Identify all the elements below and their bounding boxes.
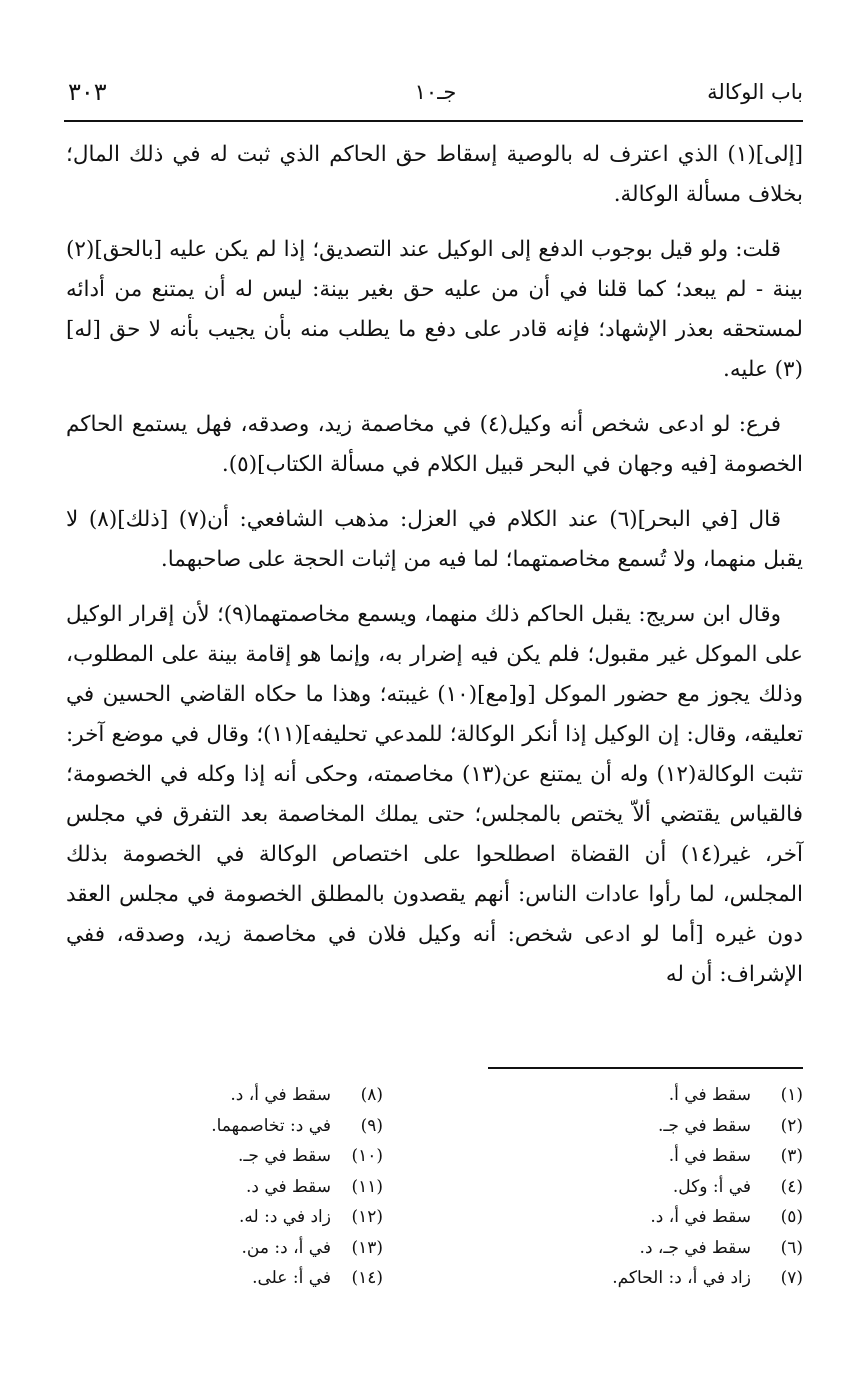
footnote-text: سقط في جـ. xyxy=(658,1115,751,1136)
footnote-number: (١١) xyxy=(351,1176,383,1197)
footnote-number: (١٢) xyxy=(351,1207,383,1227)
footnote-text: سقط في أ، د. xyxy=(650,1207,751,1227)
footnote-text: سقط في جـ. xyxy=(238,1146,331,1166)
footnote xyxy=(83,1111,383,1142)
footnote-text: سقط في جـ، د. xyxy=(639,1237,751,1258)
footnote-number: (١) xyxy=(780,1085,803,1105)
footnote-number: (١٤) xyxy=(351,1268,383,1288)
footnote-number: (٣) xyxy=(780,1146,803,1166)
paragraph: [إلى](١) الذي اعترف له بالوصية إسقاط حق الحاكم الذي ثبت له في ذلك المال؛ بخلاف مسألة الوكالة. xyxy=(66,142,803,207)
paragraph: وقال ابن سريج: يقبل الحاكم ذلك منهما، ويسمع مخاصمتهما(٩)؛ لأن إقرار الوكيل على الموكل غير مقبول؛ فلم يكن فيه إضرار به، وإنما هو إقامة بينة على المطلوب، وذلك يجوز مع حضور الموكل [و[مع](١٠) غيبته؛ وهذا ما حكاه القاضي الحسين في تعليقه، وقال: إن الوكيل إذا أنكر الوكالة؛ للمدعي تحليفه](١١)؛ وقال في موضع آخر: تثبت الوكالة(١٢) وله أن يمتنع عن(١٣) مخاصمته، وحكى أنه إذا وكله في الخصومة؛ فالقياس يقتضي ألاّ يختص بالمجلس؛ حتى يملك المخاصمة بعد التفرق في مجلس آخر، غير(١٤) أن القضاة اصطلحوا على اختصاص الوكالة في الخصومة بذلك المجلس، لما رأوا عادات الناس: أنهم يقصدون بالمطلق الخصومة في مجلس العقد دون غيره [أما لو ادعى شخص: أنه وكيل فلان في مخاصمة زيد، وصدقه، ففي الإشراف: أن له xyxy=(66,602,803,987)
footnotes-column-right xyxy=(503,1080,803,1294)
footnote-text: سقط في أ. xyxy=(668,1146,751,1166)
running-header xyxy=(68,74,803,114)
main-text xyxy=(66,135,803,1010)
footnote-text: في أ: وكل. xyxy=(672,1176,751,1197)
footnote xyxy=(83,1080,383,1111)
volume-label: جـ١٠ xyxy=(414,80,457,104)
footnote xyxy=(503,1202,803,1233)
footnote xyxy=(83,1233,383,1264)
footnote-text: سقط في د. xyxy=(245,1176,331,1197)
footnote-text: في أ: على. xyxy=(252,1268,331,1288)
footnote-number: (٥) xyxy=(780,1207,803,1227)
footnote xyxy=(83,1141,383,1172)
footnote-number: (٨) xyxy=(360,1085,383,1105)
footnote-text: سقط في أ، د. xyxy=(230,1085,331,1105)
paragraph: فرع: لو ادعى شخص أنه وكيل(٤) في مخاصمة زيد، وصدقه، فهل يستمع الحاكم الخصومة [فيه وجهان في البحر قبيل الكلام في مسألة الكتاب](٥). xyxy=(66,412,803,477)
footnote-number: (٤) xyxy=(780,1176,803,1197)
footnote xyxy=(503,1141,803,1172)
footnote xyxy=(503,1172,803,1203)
footnote xyxy=(83,1172,383,1203)
footnotes-column-left xyxy=(83,1080,383,1294)
footnote-number: (٧) xyxy=(780,1268,803,1288)
footnote xyxy=(503,1233,803,1264)
footnote-number: (١٠) xyxy=(351,1146,383,1166)
footnote-text: سقط في أ. xyxy=(668,1085,751,1105)
footnote-number: (١٣) xyxy=(351,1237,383,1258)
footnote-text: في أ، د: من. xyxy=(241,1237,331,1258)
page-number: ٣٠٣ xyxy=(68,78,107,106)
footnote-number: (٦) xyxy=(780,1237,803,1258)
footnote xyxy=(503,1263,803,1294)
footnote-rule xyxy=(488,1067,803,1069)
footnote-text: في د: تخاصمهما. xyxy=(211,1115,331,1136)
footnote xyxy=(83,1202,383,1233)
footnote xyxy=(503,1111,803,1142)
footnote-text: زاد في د: له. xyxy=(238,1207,331,1227)
footnote-number: (٢) xyxy=(780,1115,803,1136)
paragraph: قلت: ولو قيل بوجوب الدفع إلى الوكيل عند التصديق؛ إذا لم يكن عليه [بالحق](٢) بينة - لم يبعد؛ كما قلنا في أن من عليه حق بغير بينة: ليس له أن يمتنع من أدائه لمستحقه بعذر الإشهاد؛ فإنه قادر على دفع ما يطلب منه بأن يجيب بأنه لا حق [له](٣) عليه. xyxy=(66,237,803,382)
chapter-title: باب الوكالة xyxy=(707,80,803,104)
footnote-text: زاد في أ، د: الحاكم. xyxy=(612,1268,751,1288)
footnote-number: (٩) xyxy=(360,1115,383,1136)
paragraph: قال [في البحر](٦) عند الكلام في العزل: مذهب الشافعي: أن(٧) [ذلك](٨) لا يقبل منهما، ولا تُسمع مخاصمتهما؛ لما فيه من إثبات الحجة على صاحبهما. xyxy=(66,507,803,572)
header-rule xyxy=(64,120,803,122)
footnote xyxy=(83,1263,383,1294)
footnote xyxy=(503,1080,803,1111)
